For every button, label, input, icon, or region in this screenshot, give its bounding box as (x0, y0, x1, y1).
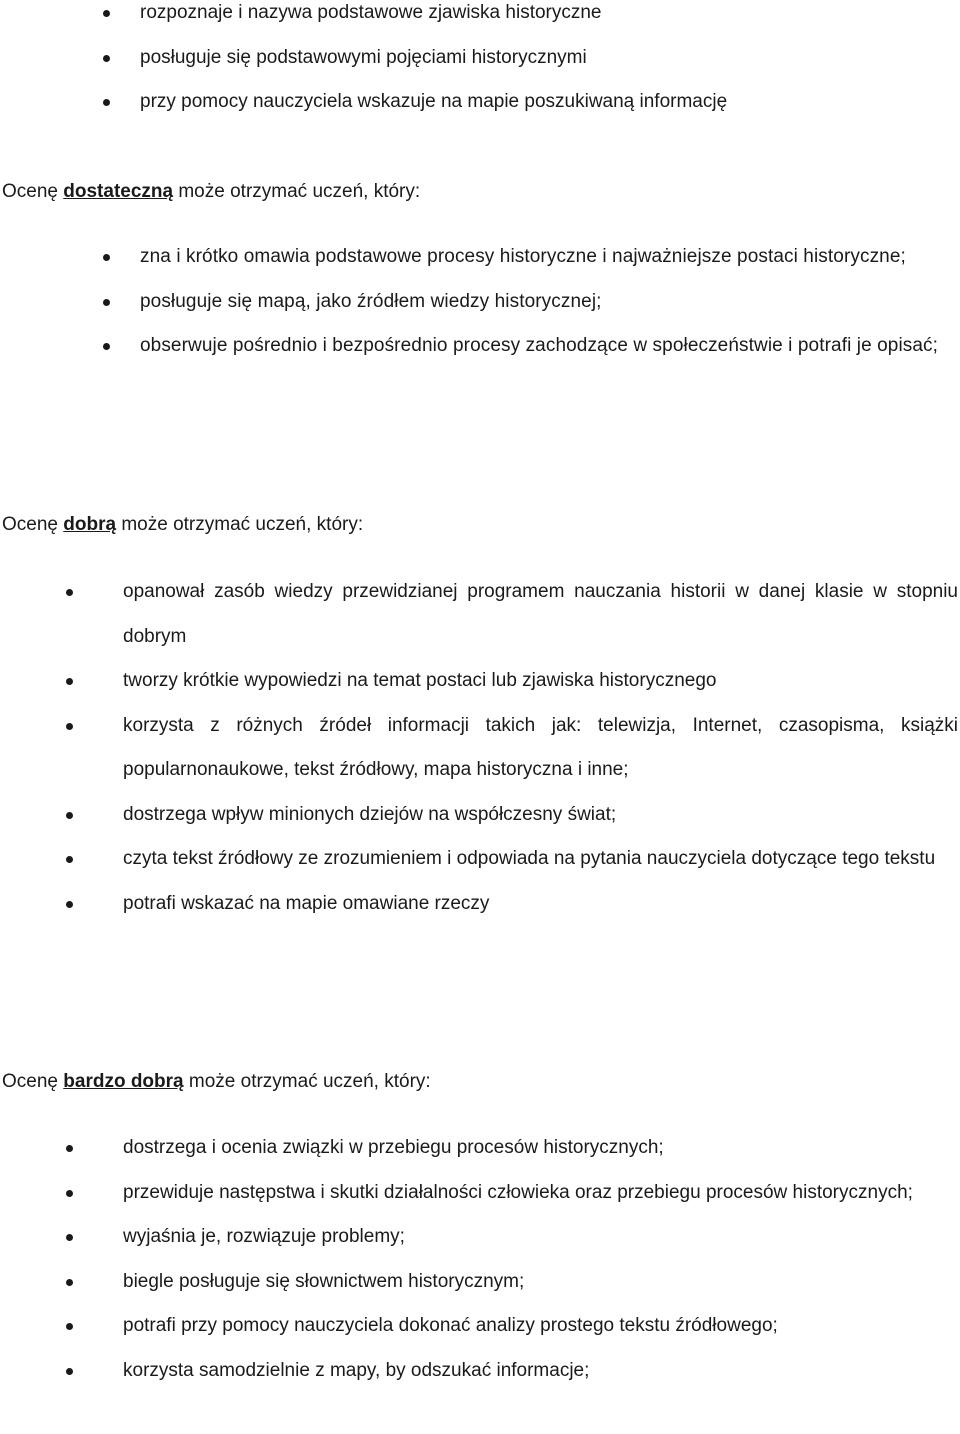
heading-prefix: Ocenę (2, 514, 64, 535)
heading-suffix: może otrzymać uczeń, który: (183, 1071, 431, 1092)
grade-label: dobrą (63, 514, 117, 535)
list-item-text: potrafi przy pomocy nauczyciela dokonać analizy prostego tekstu źródłowego; (123, 1315, 778, 1336)
bullet-icon (66, 1368, 73, 1375)
heading-prefix: Ocenę (2, 181, 64, 202)
bullet-icon (66, 678, 73, 685)
list-item-text: wyjaśnia je, rozwiązuje problemy; (123, 1226, 405, 1247)
heading-prefix: Ocenę (2, 1071, 64, 1092)
list-item (0, 570, 960, 659)
list-item (0, 0, 960, 36)
list-item (0, 837, 960, 882)
bullet-icon (103, 254, 110, 261)
list-item-text: opanował zasób wiedzy przewidzianej programem nauczania historii w danej klasie w stopniu dobrym (123, 581, 958, 647)
list-item-text: czyta tekst źródłowy ze zrozumieniem i odpowiada na pytania nauczyciela dotyczące tego tekstu (123, 848, 936, 869)
section-heading-dostateczna (2, 177, 420, 207)
bullet-icon (103, 343, 110, 350)
list-item (0, 1171, 960, 1216)
bullet-icon (66, 901, 73, 908)
list-item (0, 659, 960, 704)
list-item-text: korzysta z różnych źródeł informacji takich jak: telewizja, Internet, czasopisma, książki popularnonaukowe, tekst źródłowy, mapa historyczna i inne; (123, 714, 958, 780)
bullet-icon (103, 55, 110, 62)
list-item-text: przewiduje następstwa i skutki działalności człowieka oraz przebiegu procesów historycznych; (123, 1181, 913, 1203)
list-item (0, 1304, 960, 1349)
list-item (0, 1349, 960, 1394)
list-item-text: korzysta samodzielnie z mapy, by odszukać informacje; (123, 1359, 590, 1381)
heading-suffix: może otrzymać uczeń, który: (116, 514, 364, 535)
list-item (0, 882, 960, 927)
list-item (0, 1126, 960, 1171)
bullet-icon (66, 1145, 73, 1152)
list-item (0, 1260, 960, 1305)
bullet-icon (66, 1190, 73, 1197)
list-item-text: biegle posługuje się słownictwem historycznym; (123, 1270, 525, 1292)
list-item-text: dostrzega wpływ minionych dziejów na współczesny świat; (123, 803, 617, 825)
bullet-list-bardzo-dobra (0, 1126, 960, 1393)
list-item (0, 36, 960, 81)
bullet-icon (66, 723, 73, 730)
grade-label: dostateczną (63, 181, 174, 202)
bullet-icon (66, 1279, 73, 1286)
list-item-text: przy pomocy nauczyciela wskazuje na mapie poszukiwaną informację (140, 91, 728, 112)
list-item (0, 80, 960, 125)
list-item (0, 324, 960, 369)
bullet-icon (66, 1234, 73, 1241)
list-item-text: obserwuje pośrednio i bezpośrednio procesy zachodzące w społeczeństwie i potrafi je opisać; (140, 335, 939, 356)
list-item (0, 704, 960, 793)
bullet-icon (66, 1323, 73, 1330)
list-item-text: zna i krótko omawia podstawowe procesy historyczne i najważniejsze postaci historyczne; (140, 246, 906, 267)
bullet-list-dobra (0, 570, 960, 926)
list-item-text: rozpoznaje i nazywa podstawowe zjawiska historyczne (140, 2, 602, 23)
section-heading-bardzo-dobra (2, 1067, 431, 1097)
section-heading-dobra (2, 510, 363, 540)
bullet-icon (103, 299, 110, 306)
list-item (0, 235, 960, 280)
bullet-list-basic (0, 0, 960, 125)
bullet-icon (66, 812, 73, 819)
bullet-icon (103, 10, 110, 17)
bullet-list-dostateczna (0, 235, 960, 369)
bullet-icon (66, 856, 73, 863)
list-item (0, 280, 960, 325)
list-item-text: dostrzega i ocenia związki w przebiegu procesów historycznych; (123, 1137, 664, 1158)
list-item (0, 1215, 960, 1260)
list-item (0, 793, 960, 838)
list-item-text: tworzy krótkie wypowiedzi na temat postaci lub zjawiska historycznego (123, 670, 717, 691)
bullet-icon (66, 589, 73, 596)
heading-suffix: może otrzymać uczeń, który: (173, 181, 421, 202)
list-item-text: potrafi wskazać na mapie omawiane rzeczy (123, 892, 490, 914)
bullet-icon (103, 99, 110, 106)
grade-label: bardzo dobrą (63, 1071, 184, 1092)
list-item-text: posługuje się mapą, jako źródłem wiedzy historycznej; (140, 290, 602, 312)
list-item-text: posługuje się podstawowymi pojęciami historycznymi (140, 46, 587, 68)
